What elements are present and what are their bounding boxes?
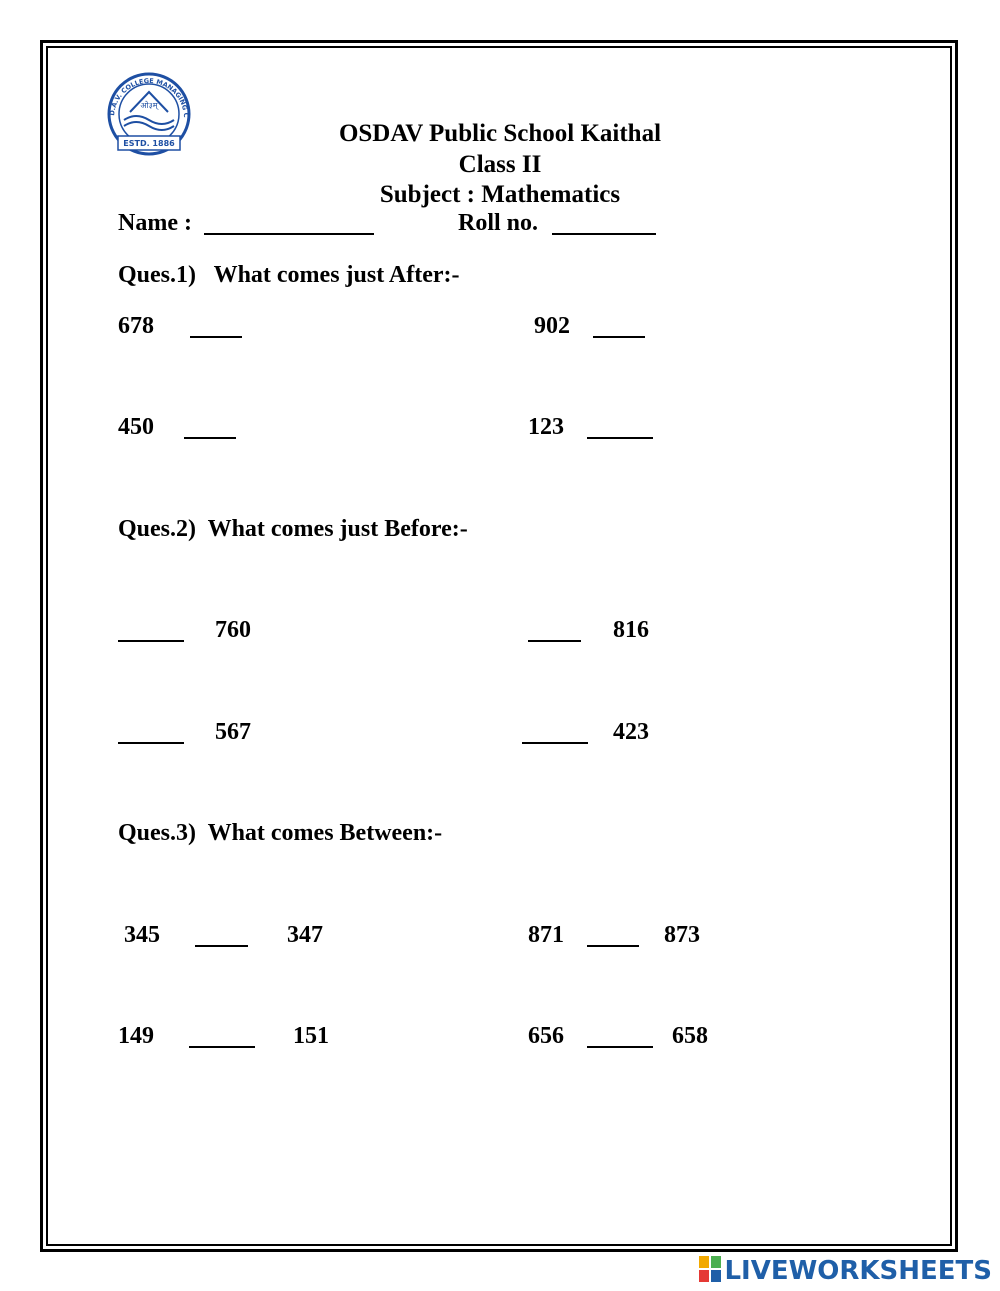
- svg-text:ओ३म्: ओ३म्: [140, 101, 158, 110]
- q3-item-1-a: 345: [124, 922, 160, 948]
- q1-answer-4[interactable]: [587, 437, 653, 439]
- q3-item-3-b: 151: [293, 1023, 329, 1049]
- q3-item-3-a: 149: [118, 1023, 154, 1049]
- svg-text:ESTD. 1886: ESTD. 1886: [123, 139, 175, 148]
- roll-blank[interactable]: [552, 233, 656, 235]
- q3-answer-3[interactable]: [189, 1046, 255, 1048]
- class-label: Class II: [458, 151, 542, 178]
- q2-answer-4[interactable]: [522, 742, 588, 744]
- q2-item-4: 423: [613, 719, 649, 745]
- liveworksheets-wordmark: LIVEWORKSHEETS: [724, 1256, 992, 1286]
- q3-answer-4[interactable]: [587, 1046, 653, 1048]
- dav-college-logo: [100, 68, 198, 160]
- liveworksheets-icon: [699, 1256, 721, 1287]
- q3-item-4-b: 658: [672, 1023, 708, 1049]
- q2-item-2: 816: [613, 617, 649, 643]
- liveworksheets-brand: [699, 1256, 992, 1286]
- q1-title: Ques.1) What comes just After:-: [118, 262, 460, 288]
- subject-label: Subject : Mathematics: [379, 181, 621, 208]
- q1-answer-2[interactable]: [593, 336, 645, 338]
- q2-item-3: 567: [215, 719, 251, 745]
- q1-answer-1[interactable]: [190, 336, 242, 338]
- q3-item-4-a: 656: [528, 1023, 564, 1049]
- name-label: Name :: [118, 210, 192, 236]
- roll-label: Roll no.: [458, 210, 539, 236]
- q1-answer-3[interactable]: [184, 437, 236, 439]
- svg-text:D.A.V. COLLEGE MANAGING COMMIT: D.A.V. COLLEGE MANAGING C: [108, 76, 191, 118]
- q3-title: Ques.3) What comes Between:-: [118, 820, 443, 846]
- q2-answer-1[interactable]: [118, 640, 184, 642]
- q1-item-3: 450: [118, 414, 154, 440]
- q1-item-4: 123: [528, 414, 564, 440]
- q3-answer-1[interactable]: [195, 945, 248, 947]
- q2-title: Ques.2) What comes just Before:-: [118, 516, 468, 542]
- school-name: OSDAV Public School Kaithal: [338, 120, 662, 147]
- q3-item-2-a: 871: [528, 922, 564, 948]
- q2-answer-2[interactable]: [528, 640, 581, 642]
- q2-answer-3[interactable]: [118, 742, 184, 744]
- q3-item-1-b: 347: [287, 922, 323, 948]
- q2-item-1: 760: [215, 617, 251, 643]
- q3-answer-2[interactable]: [587, 945, 639, 947]
- q1-item-1: 678: [118, 313, 154, 339]
- q3-item-2-b: 873: [664, 922, 700, 948]
- q1-item-2: 902: [534, 313, 570, 339]
- name-blank[interactable]: [204, 233, 374, 235]
